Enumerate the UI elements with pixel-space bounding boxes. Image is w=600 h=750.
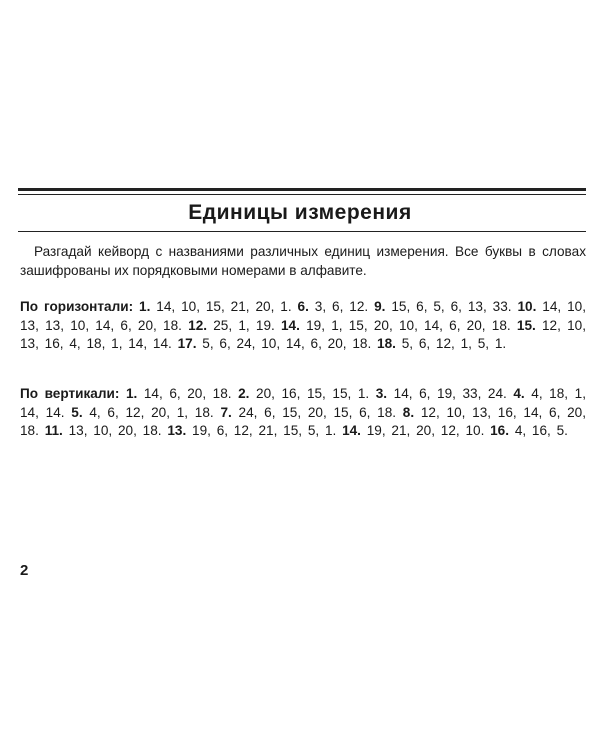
clue-values: 15, 6, 5, 6, 13, 33.: [391, 299, 512, 314]
clue-values: 20, 16, 15, 15, 1.: [256, 386, 370, 401]
clue-values: 3, 6, 12.: [314, 299, 369, 314]
clue-values: 5, 6, 24, 10, 14, 6, 20, 18.: [202, 336, 372, 351]
clue-values: 19, 21, 20, 12, 10.: [366, 423, 485, 438]
clue-number: 5.: [71, 404, 83, 420]
clue-number: 14.: [342, 423, 361, 438]
clue-number: 4.: [513, 386, 525, 401]
clue-values: 4, 18, 1, 14, 14.: [20, 386, 586, 420]
clue-values: 13, 10, 20, 18.: [68, 423, 162, 438]
clue-number: 16.: [490, 423, 510, 438]
title-rule-bottom: [18, 231, 586, 232]
clue-number: 12.: [188, 317, 208, 333]
clue-values: 19, 6, 12, 21, 15, 5, 1.: [192, 423, 337, 438]
clue-number: 15.: [516, 317, 536, 333]
clue-values: 5, 6, 12, 1, 5, 1.: [401, 336, 507, 351]
clue-values: 14, 6, 20, 18.: [143, 386, 232, 401]
horizontal-clues: [20, 298, 586, 354]
title-rule-top-thin: [18, 194, 586, 195]
clue-values: 14, 10, 15, 21, 20, 1.: [156, 299, 292, 314]
clue-number: 3.: [375, 386, 388, 401]
clue-number: 18.: [377, 336, 396, 351]
clue-number: 8.: [402, 404, 415, 420]
clue-number: 10.: [517, 299, 537, 314]
vertical-clues: [20, 385, 586, 441]
clue-number: 9.: [374, 299, 386, 314]
clue-number: 7.: [220, 404, 232, 420]
clue-values: 14, 6, 19, 33, 24.: [393, 386, 507, 401]
clue-values: 19, 1, 15, 20, 10, 14, 6, 20, 18.: [306, 317, 511, 333]
clue-values: 12, 10, 13, 16, 4, 18, 1, 14, 14.: [20, 317, 586, 351]
clue-values: 12, 10, 13, 16, 14, 6, 20, 18.: [20, 404, 586, 438]
clue-values: 14, 10, 13, 13, 10, 14, 6, 20, 18.: [20, 299, 586, 333]
clue-number: 2.: [238, 386, 250, 401]
clue-number: 17.: [177, 336, 197, 351]
clue-values: 4, 16, 5.: [514, 423, 568, 438]
page-number: 2: [20, 562, 29, 579]
clue-values: 25, 1, 19.: [213, 317, 275, 333]
intro-text: Разгадай кейворд с названиями различных единиц измерения. Все буквы в словах зашифрованы их порядковыми номерами в алфавите.: [20, 244, 586, 278]
clue-number: 1.: [125, 386, 138, 401]
clue-number: 11.: [44, 423, 63, 438]
page-title: Единицы измерения: [188, 201, 412, 224]
clue-number: 14.: [281, 317, 300, 333]
clue-number: 13.: [167, 423, 187, 438]
clue-values: 4, 6, 12, 20, 1, 18.: [89, 404, 214, 420]
title-rule-top: [18, 188, 586, 191]
clue-values: 24, 6, 15, 20, 15, 6, 18.: [238, 404, 397, 420]
horizontal-label: По горизонтали:: [20, 299, 134, 314]
vertical-label: По вертикали:: [20, 386, 120, 401]
clue-number: 1.: [139, 299, 151, 314]
clue-number: 6.: [297, 299, 309, 314]
